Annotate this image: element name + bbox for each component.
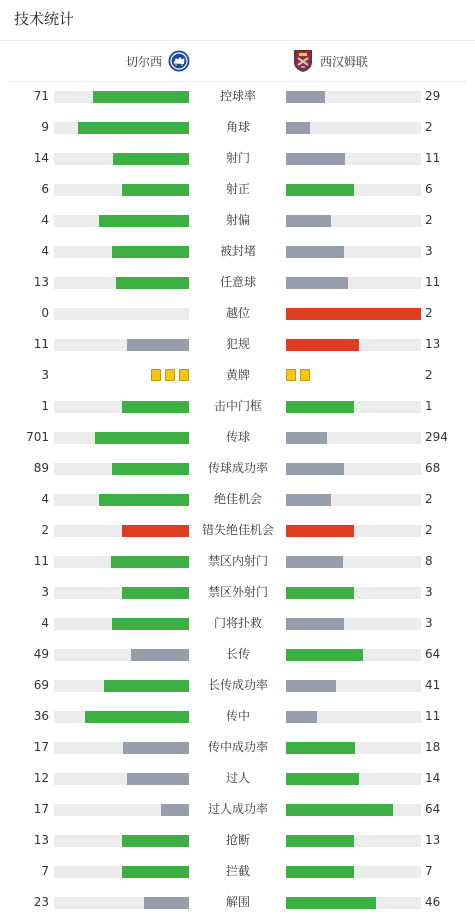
home-stat-value: 3 bbox=[41, 585, 49, 599]
away-stat-bar-fill bbox=[286, 587, 354, 599]
home-stat-bar-fill bbox=[113, 153, 189, 165]
home-stat-value: 11 bbox=[33, 337, 49, 351]
home-stat-bar bbox=[54, 153, 189, 165]
stat-row bbox=[0, 888, 475, 919]
away-stat-bar-fill bbox=[286, 246, 344, 258]
stat-label: 过人成功率 bbox=[207, 802, 268, 816]
away-stat-bar bbox=[286, 649, 421, 661]
away-stat-value: 2 bbox=[425, 120, 433, 134]
home-stat-value: 12 bbox=[33, 771, 49, 785]
yellow-card-icon bbox=[300, 369, 310, 381]
away-stat-bar-fill bbox=[286, 494, 331, 506]
away-stat-value: 46 bbox=[425, 895, 441, 909]
stat-label: 抢断 bbox=[225, 833, 250, 847]
away-stat-value: 6 bbox=[425, 182, 433, 196]
away-stat-value: 13 bbox=[425, 833, 441, 847]
home-stat-bar bbox=[54, 432, 189, 444]
stat-label: 击中门框 bbox=[213, 399, 262, 413]
away-stat-bar bbox=[286, 711, 421, 723]
away-stat-bar bbox=[286, 494, 421, 506]
home-stat-value: 11 bbox=[33, 554, 49, 568]
away-stat-value: 2 bbox=[425, 306, 433, 320]
home-stat-bar-fill bbox=[131, 649, 189, 661]
home-stat-bar bbox=[54, 773, 189, 785]
away-stat-bar-fill bbox=[286, 432, 327, 444]
away-stat-value: 11 bbox=[425, 151, 441, 165]
away-stat-bar-fill bbox=[286, 556, 343, 568]
away-stat-value: 3 bbox=[425, 244, 433, 258]
home-stat-bar-fill bbox=[122, 587, 190, 599]
stat-row bbox=[0, 795, 475, 826]
home-stat-value: 0 bbox=[41, 306, 49, 320]
home-stat-bar bbox=[54, 680, 189, 692]
home-stat-bar-fill bbox=[127, 773, 189, 785]
home-stat-value: 89 bbox=[33, 461, 49, 475]
away-stat-value: 64 bbox=[425, 647, 441, 661]
home-stat-value: 2 bbox=[41, 523, 49, 537]
stat-row bbox=[0, 578, 475, 609]
away-stat-bar-fill bbox=[286, 308, 421, 320]
stat-row bbox=[0, 547, 475, 578]
home-stat-bar bbox=[54, 246, 189, 258]
stats-list bbox=[0, 82, 475, 919]
home-stat-bar bbox=[54, 804, 189, 816]
title-divider bbox=[0, 40, 475, 41]
stat-row bbox=[0, 361, 475, 392]
away-stat-bar bbox=[286, 897, 421, 909]
away-stat-bar bbox=[286, 463, 421, 475]
home-stat-bar bbox=[54, 494, 189, 506]
home-stat-bar bbox=[54, 215, 189, 227]
home-stat-value: 7 bbox=[41, 864, 49, 878]
away-stat-bar bbox=[286, 556, 421, 568]
stat-row bbox=[0, 82, 475, 113]
home-stat-bar bbox=[54, 184, 189, 196]
stat-label: 传中 bbox=[225, 709, 250, 723]
home-stat-value: 6 bbox=[41, 182, 49, 196]
away-stat-bar-fill bbox=[286, 618, 344, 630]
stat-row bbox=[0, 113, 475, 144]
away-stat-bar-fill bbox=[286, 835, 354, 847]
home-stat-bar-fill bbox=[161, 804, 189, 816]
away-yellow-cards bbox=[286, 369, 310, 381]
home-stat-value: 9 bbox=[41, 120, 49, 134]
stat-label: 犯规 bbox=[225, 337, 250, 351]
stat-row bbox=[0, 671, 475, 702]
away-stat-bar bbox=[286, 742, 421, 754]
stat-row bbox=[0, 330, 475, 361]
away-stat-value: 8 bbox=[425, 554, 433, 568]
stat-label: 拦截 bbox=[225, 864, 250, 878]
stat-row bbox=[0, 609, 475, 640]
away-stat-bar bbox=[286, 153, 421, 165]
yellow-card-icon bbox=[179, 369, 189, 381]
away-stat-bar bbox=[286, 277, 421, 289]
home-stat-value: 4 bbox=[41, 244, 49, 258]
home-stat-value: 4 bbox=[41, 213, 49, 227]
away-stat-bar-fill bbox=[286, 649, 363, 661]
away-stat-bar-fill bbox=[286, 711, 317, 723]
stat-label: 传中成功率 bbox=[207, 740, 268, 754]
away-stat-value: 2 bbox=[425, 523, 433, 537]
away-stat-value: 11 bbox=[425, 275, 441, 289]
home-stat-value: 4 bbox=[41, 492, 49, 506]
away-stat-bar bbox=[286, 525, 421, 537]
home-stat-bar bbox=[54, 835, 189, 847]
home-stat-bar bbox=[54, 742, 189, 754]
home-team bbox=[126, 48, 190, 74]
home-stat-bar bbox=[54, 339, 189, 351]
stat-row bbox=[0, 826, 475, 857]
away-team-name: 西汉姆联 bbox=[320, 54, 369, 69]
away-stat-bar-fill bbox=[286, 153, 345, 165]
home-stat-bar-fill bbox=[127, 339, 189, 351]
away-stat-bar bbox=[286, 246, 421, 258]
yellow-card-icon bbox=[286, 369, 296, 381]
away-stat-value: 1 bbox=[425, 399, 433, 413]
stat-row bbox=[0, 733, 475, 764]
away-stat-bar bbox=[286, 122, 421, 134]
home-stat-bar-fill bbox=[93, 91, 189, 103]
home-stat-bar-fill bbox=[95, 432, 190, 444]
stat-row bbox=[0, 392, 475, 423]
home-stat-bar-fill bbox=[112, 463, 189, 475]
yellow-card-icon bbox=[151, 369, 161, 381]
home-stat-bar bbox=[54, 525, 189, 537]
away-stat-bar-fill bbox=[286, 463, 344, 475]
away-stat-bar bbox=[286, 215, 421, 227]
stat-label: 长传成功率 bbox=[207, 678, 268, 692]
home-stat-bar-fill bbox=[116, 277, 189, 289]
away-stat-bar bbox=[286, 401, 421, 413]
home-stat-bar-fill bbox=[123, 742, 189, 754]
stat-row bbox=[0, 237, 475, 268]
home-stat-bar-fill bbox=[112, 618, 189, 630]
stat-label: 黄牌 bbox=[225, 368, 250, 382]
stat-row bbox=[0, 268, 475, 299]
home-stat-value: 49 bbox=[33, 647, 49, 661]
home-stat-value: 4 bbox=[41, 616, 49, 630]
away-stat-bar-fill bbox=[286, 277, 348, 289]
home-stat-bar-fill bbox=[104, 680, 189, 692]
stat-label: 任意球 bbox=[219, 275, 256, 289]
page-title: 技术统计 bbox=[14, 10, 75, 28]
away-stat-bar-fill bbox=[286, 525, 354, 537]
away-stat-value: 13 bbox=[425, 337, 441, 351]
stat-label: 被封堵 bbox=[219, 244, 256, 258]
yellow-card-icon bbox=[165, 369, 175, 381]
away-stat-bar-fill bbox=[286, 680, 336, 692]
stat-label: 角球 bbox=[225, 120, 250, 134]
stat-label: 控球率 bbox=[219, 89, 256, 103]
away-stat-value: 2 bbox=[425, 492, 433, 506]
stat-label: 绝佳机会 bbox=[213, 492, 262, 506]
stat-row bbox=[0, 764, 475, 795]
home-stat-bar-fill bbox=[144, 897, 189, 909]
away-team bbox=[292, 48, 368, 74]
home-stat-bar bbox=[54, 649, 189, 661]
stat-row bbox=[0, 702, 475, 733]
away-stat-bar-fill bbox=[286, 339, 359, 351]
stat-row bbox=[0, 206, 475, 237]
home-stat-bar-fill bbox=[122, 401, 190, 413]
stat-row bbox=[0, 454, 475, 485]
home-stat-bar bbox=[54, 91, 189, 103]
stat-label: 过人 bbox=[225, 771, 250, 785]
away-stat-value: 64 bbox=[425, 802, 441, 816]
home-stat-bar bbox=[54, 587, 189, 599]
away-stat-value: 14 bbox=[425, 771, 441, 785]
stat-row bbox=[0, 485, 475, 516]
stat-row bbox=[0, 857, 475, 888]
stat-label: 禁区内射门 bbox=[207, 554, 268, 568]
home-stat-bar-fill bbox=[99, 215, 189, 227]
away-stat-value: 7 bbox=[425, 864, 433, 878]
home-stat-bar bbox=[54, 866, 189, 878]
stat-label: 长传 bbox=[225, 647, 250, 661]
chelsea-crest-icon bbox=[168, 49, 190, 73]
home-stat-value: 1 bbox=[41, 399, 49, 413]
home-stat-bar-fill bbox=[122, 835, 190, 847]
home-stat-bar bbox=[54, 556, 189, 568]
away-stat-bar bbox=[286, 432, 421, 444]
home-stat-bar bbox=[54, 401, 189, 413]
home-stat-value: 69 bbox=[33, 678, 49, 692]
home-stat-bar-fill bbox=[99, 494, 189, 506]
west-ham-crest-icon bbox=[292, 49, 314, 73]
stat-row bbox=[0, 516, 475, 547]
home-stat-value: 23 bbox=[33, 895, 49, 909]
stat-label: 越位 bbox=[225, 306, 250, 320]
away-stat-bar-fill bbox=[286, 742, 355, 754]
home-stat-value: 13 bbox=[33, 275, 49, 289]
away-stat-bar-fill bbox=[286, 866, 354, 878]
home-stat-value: 3 bbox=[41, 368, 49, 382]
away-stat-bar-fill bbox=[286, 804, 393, 816]
stat-label: 门将扑救 bbox=[213, 616, 262, 630]
away-stat-bar-fill bbox=[286, 773, 359, 785]
home-stat-value: 13 bbox=[33, 833, 49, 847]
stat-row bbox=[0, 640, 475, 671]
away-stat-bar bbox=[286, 618, 421, 630]
away-stat-bar-fill bbox=[286, 897, 376, 909]
home-stat-bar-fill bbox=[78, 122, 189, 134]
away-stat-value: 2 bbox=[425, 213, 433, 227]
home-stat-value: 36 bbox=[33, 709, 49, 723]
home-stat-value: 17 bbox=[33, 802, 49, 816]
away-stat-bar bbox=[286, 91, 421, 103]
home-stat-value: 14 bbox=[33, 151, 49, 165]
away-stat-bar-fill bbox=[286, 122, 310, 134]
away-stat-bar bbox=[286, 184, 421, 196]
stat-label: 射正 bbox=[225, 182, 250, 196]
home-stat-value: 71 bbox=[33, 89, 49, 103]
stat-label: 传球成功率 bbox=[207, 461, 268, 475]
home-stat-bar bbox=[54, 711, 189, 723]
home-stat-bar-fill bbox=[122, 184, 190, 196]
home-stat-bar-fill bbox=[85, 711, 189, 723]
away-stat-value: 3 bbox=[425, 585, 433, 599]
away-stat-bar bbox=[286, 804, 421, 816]
stat-label: 解围 bbox=[225, 895, 250, 909]
stat-row bbox=[0, 423, 475, 454]
away-stat-value: 18 bbox=[425, 740, 441, 754]
away-stat-value: 2 bbox=[425, 368, 433, 382]
away-stat-bar-fill bbox=[286, 401, 354, 413]
stat-row bbox=[0, 299, 475, 330]
stat-label: 射偏 bbox=[225, 213, 250, 227]
home-stat-bar-fill bbox=[122, 525, 190, 537]
home-stat-bar-fill bbox=[111, 556, 189, 568]
away-stat-bar bbox=[286, 680, 421, 692]
home-stat-bar bbox=[54, 122, 189, 134]
away-stat-value: 11 bbox=[425, 709, 441, 723]
away-stat-value: 68 bbox=[425, 461, 441, 475]
away-stat-bar-fill bbox=[286, 184, 354, 196]
home-stat-bar bbox=[54, 308, 189, 320]
away-stat-value: 294 bbox=[425, 430, 448, 444]
stat-label: 错失绝佳机会 bbox=[201, 523, 274, 537]
away-stat-value: 41 bbox=[425, 678, 441, 692]
home-team-name: 切尔西 bbox=[126, 54, 163, 69]
away-stat-bar bbox=[286, 866, 421, 878]
away-stat-bar bbox=[286, 308, 421, 320]
home-stat-bar bbox=[54, 897, 189, 909]
home-stat-value: 17 bbox=[33, 740, 49, 754]
home-stat-value: 701 bbox=[26, 430, 49, 444]
stat-label: 传球 bbox=[225, 430, 250, 444]
away-stat-bar bbox=[286, 587, 421, 599]
away-stat-bar-fill bbox=[286, 215, 331, 227]
home-stat-bar bbox=[54, 277, 189, 289]
stat-row bbox=[0, 175, 475, 206]
away-stat-value: 29 bbox=[425, 89, 441, 103]
home-yellow-cards bbox=[151, 369, 189, 381]
away-stat-value: 3 bbox=[425, 616, 433, 630]
stat-label: 禁区外射门 bbox=[207, 585, 268, 599]
away-stat-bar bbox=[286, 835, 421, 847]
away-stat-bar-fill bbox=[286, 91, 325, 103]
home-stat-bar bbox=[54, 463, 189, 475]
stat-row bbox=[0, 144, 475, 175]
stat-label: 射门 bbox=[225, 151, 250, 165]
away-stat-bar bbox=[286, 773, 421, 785]
home-stat-bar-fill bbox=[112, 246, 189, 258]
away-stat-bar bbox=[286, 339, 421, 351]
home-stat-bar bbox=[54, 618, 189, 630]
home-stat-bar-fill bbox=[122, 866, 190, 878]
